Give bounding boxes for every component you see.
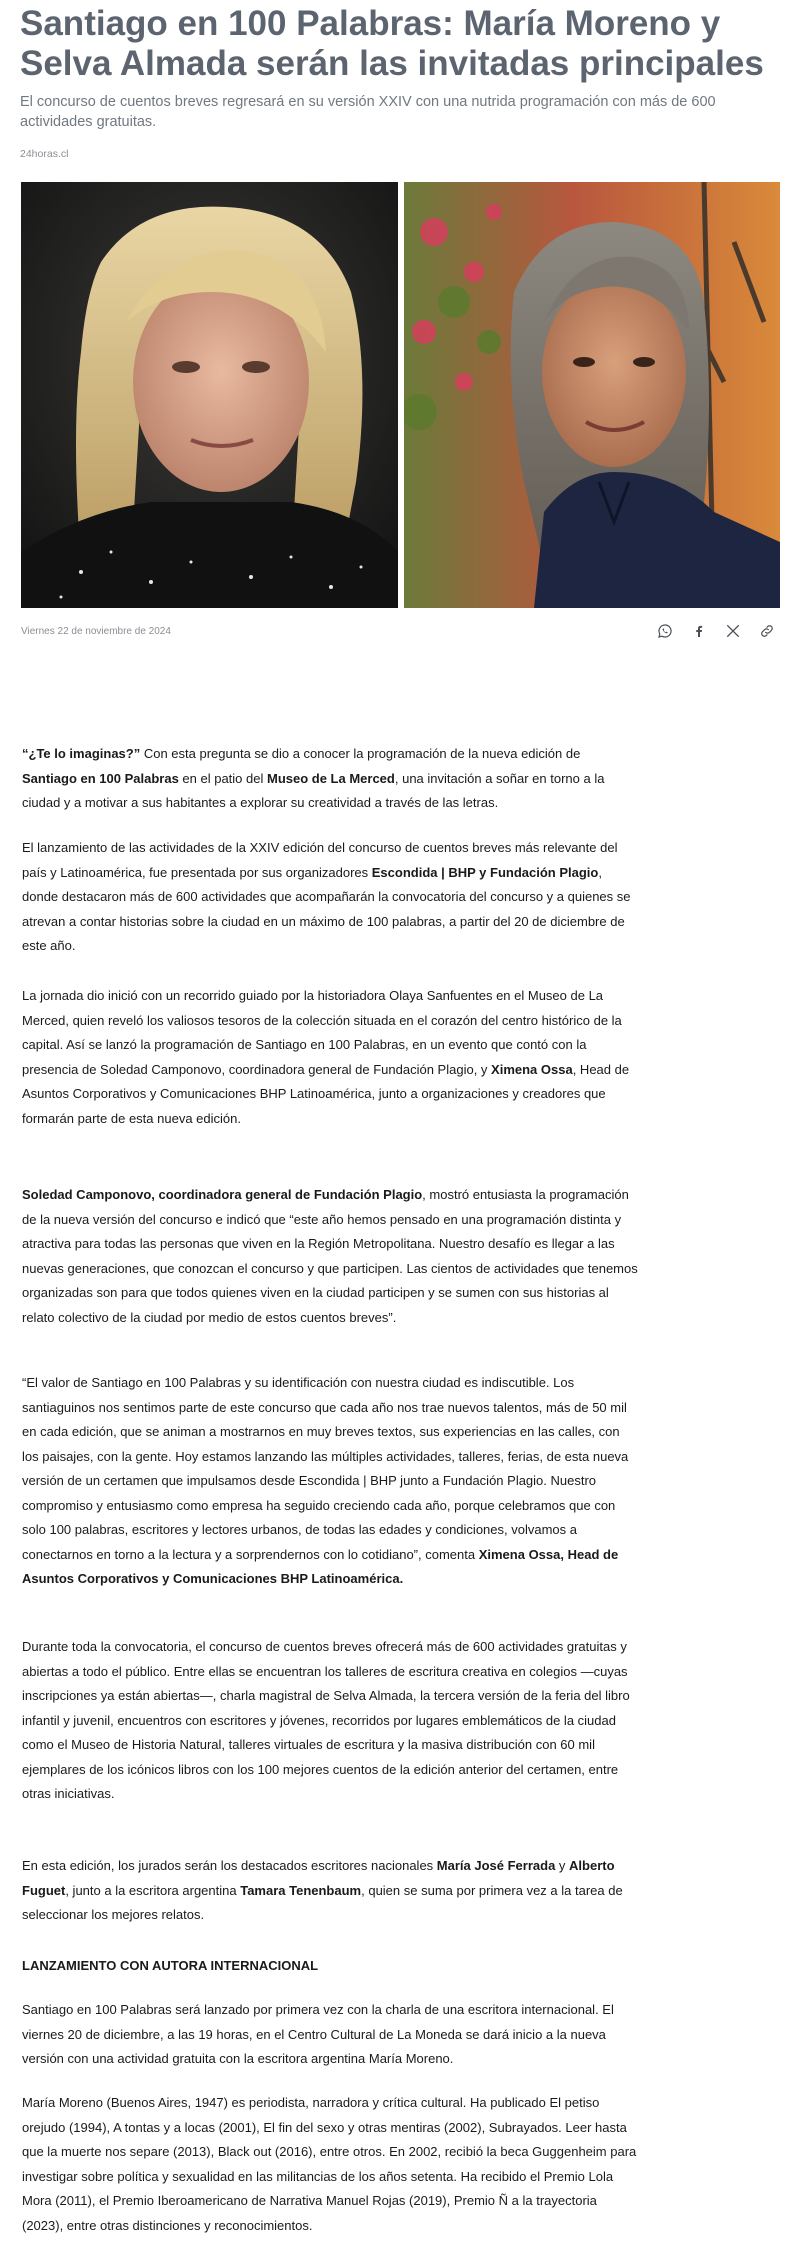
paragraph-7: [22, 1854, 638, 1928]
x-icon: [725, 623, 741, 639]
text-span: , una invitación a soñar en torno a la ciudad y a motivar a sus habitantes a explorar su creatividad a través de las letras.: [22, 770, 605, 810]
article-subtitle: El concurso de cuentos breves regresará en su versión XXIV con una nutrida programación con más de 600 actividades gratuitas.: [20, 94, 716, 130]
paragraph-2: [22, 836, 638, 959]
whatsapp-share-button[interactable]: [654, 620, 676, 642]
text-span: y: [555, 1858, 570, 1873]
photo-maria-moreno: [21, 182, 398, 608]
text-span: , Head de Asuntos Corporativos y Comunicaciones BHP Latinoamérica, junto a organizaciones y creadores que formarán parte de esta nueva edición.: [22, 1061, 630, 1126]
section-heading: [22, 1954, 638, 1979]
paragraph-5: [22, 1371, 638, 1592]
paragraph-1: [22, 742, 638, 816]
text-span: En esta edición, los jurados serán los destacados escritores nacionales: [22, 1858, 437, 1873]
photo-selva-almada: [404, 182, 780, 608]
text-span: , quien se suma por primera vez a la tarea de seleccionar los mejores relatos.: [22, 1882, 623, 1922]
heading-text: LANZAMIENTO CON AUTORA INTERNACIONAL: [22, 1958, 319, 1973]
bold-span: Alberto Fuguet: [22, 1858, 615, 1898]
text-span: “El valor de Santiago en 100 Palabras y su identificación con nuestra ciudad es indiscutible. Los santiaguinos nos sentimos parte de este concurso que cada año nos trae nuevos talentos, más de 50 mil en cada edición, que se animan a mostrarnos en muy breves textos, sus experiencias en las calles, con los paisajes, con la gente. Hoy estamos lanzando las múltiples actividades, talleres, ferias, de esta nueva versión de un certamen que impulsamos desde Escondida | BHP junto a Fundación Plagio. Nuestro compromiso y entusiasmo como empresa ha seguido creciendo cada año, porque celebramos que con solo 100 palabras, escritores y lectores urbanos, de todas las edades y condiciones, volvamos a conectarnos en torno a la lectura y a sorprendernos con lo cotidiano”, comenta: [22, 1375, 629, 1562]
link-icon: [759, 623, 775, 639]
text-span: María Moreno (Buenos Aires, 1947) es periodista, narradora y crítica cultural. Ha publicado El petiso orejudo (1994), A tontas y a locas (2001), El fin del sexo y otras mentiras (2002), Subrayados. Leer hasta que la muerte nos separe (2013), Black out (2016), entre otros. En 2002, recibió la beca Guggenheim para investigar sobre política y sexualidad en las militancias de los años setenta. Ha recibido el Premio Lola Mora (2011), el Premio Iberoamericano de Narrativa Manuel Rojas (2019), Premio Ñ a la trayectoria (2023), entre otras distinciones y reconocimientos.: [22, 2095, 637, 2233]
text-span: , mostró entusiasta la programación de la nueva versión del concurso e indicó que “este año hemos pensado en una programación distinta y atractiva para todas las personas que viven en la Región Metropolitana. Nuestro desafío es llegar a las nuevas generaciones, que conozcan el concurso y que participen. Las cientos de actividades que tenemos organizadas son para que todos quienes viven en la ciudad participen y se sumen con sus historias al relato colectivo de la ciudad por medio de estos cuentos breves”.: [22, 1187, 638, 1325]
bold-span: Ximena Ossa: [491, 1061, 573, 1077]
bold-span: Santiago en 100 Palabras: [22, 770, 179, 786]
article-source[interactable]: 24horas.cl: [20, 148, 69, 160]
article-title: Santiago en 100 Palabras: María Moreno y Selva Almada serán las invitadas principales: [20, 4, 764, 83]
paragraph-9: [22, 2091, 638, 2238]
bold-span: Ximena Ossa, Head de Asuntos Corporativos y Comunicaciones BHP Latinoamérica.: [22, 1546, 619, 1586]
article-date: Viernes 22 de noviembre de 2024: [21, 626, 171, 637]
text-span: La jornada dio inició con un recorrido guiado por la historiadora Olaya Sanfuentes en el Museo de La Merced, quien reveló los valiosos tesoros de la colección situada en el corazón del centro histórico de la capital. Así se lanzó la programación de Santiago en 100 Palabras, en un evento que contó con la presencia de Soledad Camponovo, coordinadora general de Fundación Plagio, y: [22, 988, 622, 1077]
bold-span: Tamara Tenenbaum: [240, 1882, 362, 1898]
facebook-icon: [691, 623, 707, 639]
text-span: Con esta pregunta se dio a conocer la programación de la nueva edición de: [140, 746, 581, 761]
bold-span: Escondida | BHP y Fundación Plagio: [371, 864, 599, 880]
bold-span: Soledad Camponovo, coordinadora general de Fundación Plagio: [22, 1187, 423, 1202]
whatsapp-icon: [657, 623, 673, 639]
paragraph-6: [22, 1635, 638, 1807]
text-span: en el patio del: [178, 770, 267, 786]
quote-bold: “¿Te lo imaginas?”: [22, 746, 141, 761]
paragraph-3: [22, 984, 638, 1131]
text-span: El lanzamiento de las actividades de la XXIV edición del concurso de cuentos breves más relevante del país y Latinoamérica, fue presentada por sus organizadores: [22, 840, 618, 880]
paragraph-4: [22, 1183, 638, 1330]
text-span: , junto a la escritora argentina: [65, 1882, 241, 1898]
text-span: Santiago en 100 Palabras será lanzado por primera vez con la charla de una escritora internacional. El viernes 20 de diciembre, a las 19 horas, en el Centro Cultural de La Moneda se dará inicio a la nueva versión con una actividad gratuita con la escritora argentina María Moreno.: [22, 2002, 614, 2066]
text-span: Durante toda la convocatoria, el concurso de cuentos breves ofrecerá más de 600 actividades gratuitas y abiertas a todo el público. Entre ellas se encuentran los talleres de escritura creativa en colegios —cuyas inscripciones ya están abiertas—, charla magistral de Selva Almada, la tercera versión de la feria del libro infantil y juvenil, encuentros con escritores y jóvenes, recorridos por lugares emblemáticos de la ciudad como el Museo de Historia Natural, talleres virtuales de escritura y la masiva distribución con 60 mil ejemplares de los icónicos libros con los 100 mejores cuentos de la edición anterior del certamen, entre otras iniciativas.: [22, 1639, 630, 1801]
facebook-share-button[interactable]: [688, 620, 710, 642]
bold-span: Museo de La Merced: [266, 770, 395, 786]
bold-span: María José Ferrada: [436, 1858, 556, 1873]
copy-link-button[interactable]: [756, 620, 778, 642]
x-share-button[interactable]: [722, 620, 744, 642]
paragraph-8: [22, 1998, 638, 2072]
text-span: , donde destacaron más de 600 actividades que acompañarán la convocatoria del concurso y a quienes se atrevan a contar historias sobre la ciudad en un máximo de 100 palabras, a partir del 20 de diciembre de este año.: [22, 864, 631, 953]
